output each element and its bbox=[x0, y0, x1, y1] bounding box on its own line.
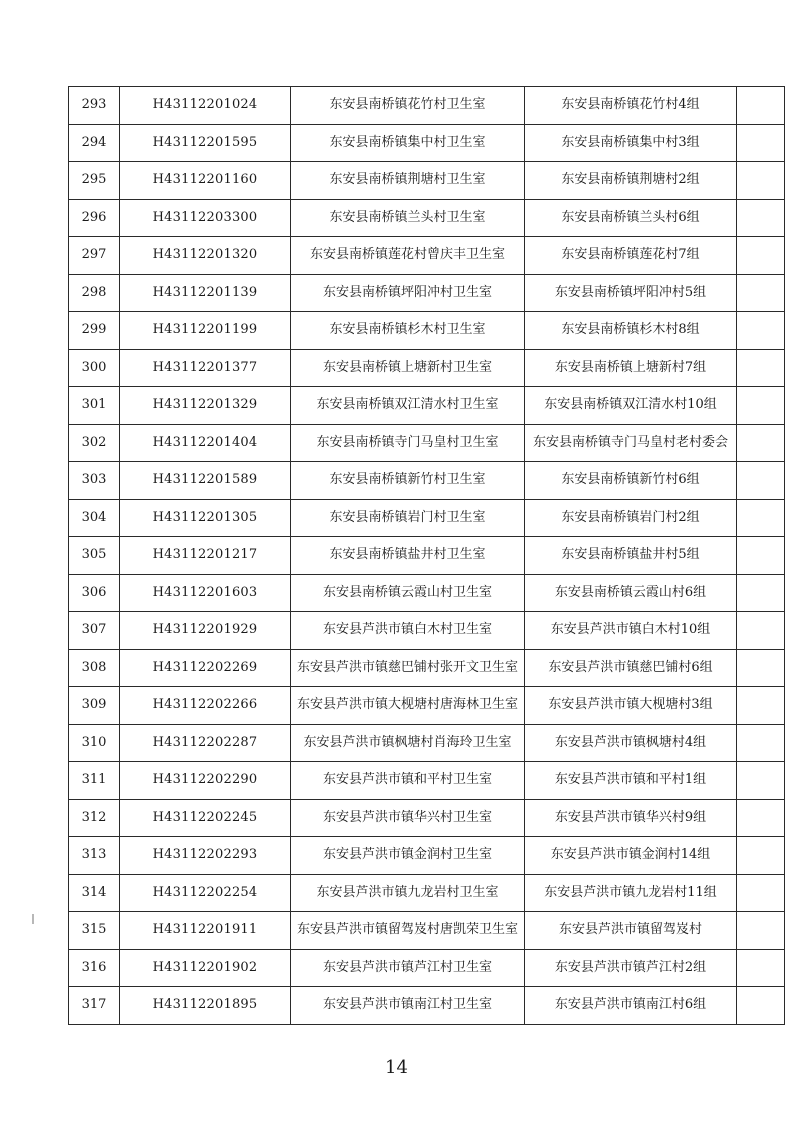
clinic-name-cell: 东安县芦洪市镇芦江村卫生室 bbox=[291, 949, 525, 987]
clinic-table-body bbox=[69, 87, 785, 1025]
table-row bbox=[69, 987, 785, 1025]
institution-code-cell: H43112201377 bbox=[120, 349, 291, 387]
row-number-cell: 313 bbox=[69, 837, 120, 875]
clinic-name-cell: 东安县南桥镇集中村卫生室 bbox=[291, 124, 525, 162]
clinic-name-cell: 东安县南桥镇莲花村曾庆丰卫生室 bbox=[291, 237, 525, 275]
remarks-cell bbox=[737, 987, 785, 1025]
remarks-cell bbox=[737, 799, 785, 837]
remarks-cell bbox=[737, 762, 785, 800]
clinic-name-cell: 东安县芦洪市镇金润村卫生室 bbox=[291, 837, 525, 875]
clinic-name-cell: 东安县芦洪市镇和平村卫生室 bbox=[291, 762, 525, 800]
row-number-cell: 298 bbox=[69, 274, 120, 312]
table-row bbox=[69, 462, 785, 500]
clinic-address-cell: 东安县芦洪市镇华兴村9组 bbox=[525, 799, 737, 837]
scan-mark bbox=[32, 914, 34, 924]
institution-code-cell: H43112201595 bbox=[120, 124, 291, 162]
row-number-cell: 295 bbox=[69, 162, 120, 200]
clinic-name-cell: 东安县芦洪市镇白木村卫生室 bbox=[291, 612, 525, 650]
table-row bbox=[69, 912, 785, 950]
remarks-cell bbox=[737, 874, 785, 912]
remarks-cell bbox=[737, 387, 785, 425]
table-row bbox=[69, 124, 785, 162]
remarks-cell bbox=[737, 837, 785, 875]
table-row bbox=[69, 537, 785, 575]
remarks-cell bbox=[737, 124, 785, 162]
clinic-address-cell: 东安县南桥镇兰头村6组 bbox=[525, 199, 737, 237]
remarks-cell bbox=[737, 462, 785, 500]
table-row bbox=[69, 274, 785, 312]
clinic-address-cell: 东安县南桥镇上塘新村7组 bbox=[525, 349, 737, 387]
clinic-address-cell: 东安县南桥镇杉木村8组 bbox=[525, 312, 737, 350]
row-number-cell: 311 bbox=[69, 762, 120, 800]
clinic-address-cell: 东安县南桥镇坪阳冲村5组 bbox=[525, 274, 737, 312]
clinic-address-cell: 东安县南桥镇集中村3组 bbox=[525, 124, 737, 162]
table-row bbox=[69, 199, 785, 237]
table-row bbox=[69, 574, 785, 612]
remarks-cell bbox=[737, 237, 785, 275]
row-number-cell: 303 bbox=[69, 462, 120, 500]
institution-code-cell: H43112201024 bbox=[120, 87, 291, 125]
table-row bbox=[69, 649, 785, 687]
row-number-cell: 312 bbox=[69, 799, 120, 837]
remarks-cell bbox=[737, 574, 785, 612]
institution-code-cell: H43112201929 bbox=[120, 612, 291, 650]
table-row bbox=[69, 387, 785, 425]
clinic-name-cell: 东安县南桥镇寺门马皇村卫生室 bbox=[291, 424, 525, 462]
institution-code-cell: H43112201160 bbox=[120, 162, 291, 200]
clinic-address-cell: 东安县南桥镇云霞山村6组 bbox=[525, 574, 737, 612]
row-number-cell: 300 bbox=[69, 349, 120, 387]
institution-code-cell: H43112201305 bbox=[120, 499, 291, 537]
clinic-address-cell: 东安县南桥镇双江清水村10组 bbox=[525, 387, 737, 425]
remarks-cell bbox=[737, 687, 785, 725]
institution-code-cell: H43112203300 bbox=[120, 199, 291, 237]
clinic-address-cell: 东安县芦洪市镇留驾岌村 bbox=[525, 912, 737, 950]
institution-code-cell: H43112201199 bbox=[120, 312, 291, 350]
institution-code-cell: H43112202245 bbox=[120, 799, 291, 837]
row-number-cell: 299 bbox=[69, 312, 120, 350]
institution-code-cell: H43112201404 bbox=[120, 424, 291, 462]
clinic-address-cell: 东安县南桥镇莲花村7组 bbox=[525, 237, 737, 275]
remarks-cell bbox=[737, 537, 785, 575]
table-row bbox=[69, 687, 785, 725]
remarks-cell bbox=[737, 162, 785, 200]
clinic-address-cell: 东安县芦洪市镇枫塘村4组 bbox=[525, 724, 737, 762]
institution-code-cell: H43112201911 bbox=[120, 912, 291, 950]
institution-code-cell: H43112202254 bbox=[120, 874, 291, 912]
row-number-cell: 310 bbox=[69, 724, 120, 762]
institution-code-cell: H43112202269 bbox=[120, 649, 291, 687]
row-number-cell: 305 bbox=[69, 537, 120, 575]
clinic-name-cell: 东安县南桥镇新竹村卫生室 bbox=[291, 462, 525, 500]
clinic-name-cell: 东安县南桥镇云霞山村卫生室 bbox=[291, 574, 525, 612]
table-row bbox=[69, 612, 785, 650]
clinic-name-cell: 东安县南桥镇花竹村卫生室 bbox=[291, 87, 525, 125]
clinic-name-cell: 东安县南桥镇岩门村卫生室 bbox=[291, 499, 525, 537]
clinic-name-cell: 东安县南桥镇坪阳冲村卫生室 bbox=[291, 274, 525, 312]
institution-code-cell: H43112202287 bbox=[120, 724, 291, 762]
remarks-cell bbox=[737, 349, 785, 387]
clinic-name-cell: 东安县南桥镇荆塘村卫生室 bbox=[291, 162, 525, 200]
row-number-cell: 308 bbox=[69, 649, 120, 687]
clinic-address-cell: 东安县芦洪市镇慈巴铺村6组 bbox=[525, 649, 737, 687]
clinic-address-cell: 东安县南桥镇新竹村6组 bbox=[525, 462, 737, 500]
table-row bbox=[69, 724, 785, 762]
row-number-cell: 297 bbox=[69, 237, 120, 275]
institution-code-cell: H43112201902 bbox=[120, 949, 291, 987]
table-row bbox=[69, 499, 785, 537]
row-number-cell: 306 bbox=[69, 574, 120, 612]
remarks-cell bbox=[737, 724, 785, 762]
institution-code-cell: H43112201603 bbox=[120, 574, 291, 612]
clinic-name-cell: 东安县芦洪市镇慈巴铺村张开文卫生室 bbox=[291, 649, 525, 687]
remarks-cell bbox=[737, 87, 785, 125]
clinic-address-cell: 东安县南桥镇荆塘村2组 bbox=[525, 162, 737, 200]
row-number-cell: 307 bbox=[69, 612, 120, 650]
remarks-cell bbox=[737, 949, 785, 987]
clinic-address-cell: 东安县南桥镇盐井村5组 bbox=[525, 537, 737, 575]
institution-code-cell: H43112201895 bbox=[120, 987, 291, 1025]
clinic-name-cell: 东安县芦洪市镇留驾岌村唐凯荣卫生室 bbox=[291, 912, 525, 950]
remarks-cell bbox=[737, 424, 785, 462]
table-row bbox=[69, 237, 785, 275]
remarks-cell bbox=[737, 612, 785, 650]
clinic-address-cell: 东安县芦洪市镇白木村10组 bbox=[525, 612, 737, 650]
clinic-address-cell: 东安县南桥镇岩门村2组 bbox=[525, 499, 737, 537]
clinic-address-cell: 东安县芦洪市镇大枧塘村3组 bbox=[525, 687, 737, 725]
clinic-name-cell: 东安县南桥镇双江清水村卫生室 bbox=[291, 387, 525, 425]
row-number-cell: 293 bbox=[69, 87, 120, 125]
table-row bbox=[69, 424, 785, 462]
clinic-address-cell: 东安县南桥镇花竹村4组 bbox=[525, 87, 737, 125]
table-row bbox=[69, 949, 785, 987]
clinic-name-cell: 东安县南桥镇上塘新村卫生室 bbox=[291, 349, 525, 387]
institution-code-cell: H43112202290 bbox=[120, 762, 291, 800]
clinic-address-cell: 东安县芦洪市镇芦江村2组 bbox=[525, 949, 737, 987]
table-row bbox=[69, 87, 785, 125]
row-number-cell: 302 bbox=[69, 424, 120, 462]
clinic-name-cell: 东安县南桥镇兰头村卫生室 bbox=[291, 199, 525, 237]
clinic-address-cell: 东安县南桥镇寺门马皇村老村委会 bbox=[525, 424, 737, 462]
remarks-cell bbox=[737, 499, 785, 537]
remarks-cell bbox=[737, 912, 785, 950]
clinic-address-cell: 东安县芦洪市镇南江村6组 bbox=[525, 987, 737, 1025]
remarks-cell bbox=[737, 199, 785, 237]
row-number-cell: 316 bbox=[69, 949, 120, 987]
clinic-name-cell: 东安县南桥镇盐井村卫生室 bbox=[291, 537, 525, 575]
row-number-cell: 301 bbox=[69, 387, 120, 425]
row-number-cell: 314 bbox=[69, 874, 120, 912]
clinic-address-cell: 东安县芦洪市镇和平村1组 bbox=[525, 762, 737, 800]
institution-code-cell: H43112202266 bbox=[120, 687, 291, 725]
row-number-cell: 315 bbox=[69, 912, 120, 950]
row-number-cell: 296 bbox=[69, 199, 120, 237]
table-row bbox=[69, 874, 785, 912]
clinic-address-cell: 东安县芦洪市镇金润村14组 bbox=[525, 837, 737, 875]
row-number-cell: 317 bbox=[69, 987, 120, 1025]
clinic-table bbox=[68, 86, 785, 1025]
institution-code-cell: H43112201217 bbox=[120, 537, 291, 575]
page-number: 14 bbox=[385, 1057, 408, 1078]
table-row bbox=[69, 762, 785, 800]
table-row bbox=[69, 837, 785, 875]
row-number-cell: 304 bbox=[69, 499, 120, 537]
table-row bbox=[69, 349, 785, 387]
table-row bbox=[69, 162, 785, 200]
table-row bbox=[69, 799, 785, 837]
institution-code-cell: H43112201320 bbox=[120, 237, 291, 275]
remarks-cell bbox=[737, 649, 785, 687]
clinic-name-cell: 东安县芦洪市镇华兴村卫生室 bbox=[291, 799, 525, 837]
remarks-cell bbox=[737, 274, 785, 312]
clinic-name-cell: 东安县芦洪市镇九龙岩村卫生室 bbox=[291, 874, 525, 912]
institution-code-cell: H43112201589 bbox=[120, 462, 291, 500]
clinic-name-cell: 东安县芦洪市镇大枧塘村唐海林卫生室 bbox=[291, 687, 525, 725]
clinic-name-cell: 东安县芦洪市镇枫塘村肖海玲卫生室 bbox=[291, 724, 525, 762]
table-row bbox=[69, 312, 785, 350]
institution-code-cell: H43112201139 bbox=[120, 274, 291, 312]
remarks-cell bbox=[737, 312, 785, 350]
clinic-address-cell: 东安县芦洪市镇九龙岩村11组 bbox=[525, 874, 737, 912]
clinic-name-cell: 东安县南桥镇杉木村卫生室 bbox=[291, 312, 525, 350]
row-number-cell: 309 bbox=[69, 687, 120, 725]
clinic-name-cell: 东安县芦洪市镇南江村卫生室 bbox=[291, 987, 525, 1025]
row-number-cell: 294 bbox=[69, 124, 120, 162]
institution-code-cell: H43112202293 bbox=[120, 837, 291, 875]
institution-code-cell: H43112201329 bbox=[120, 387, 291, 425]
